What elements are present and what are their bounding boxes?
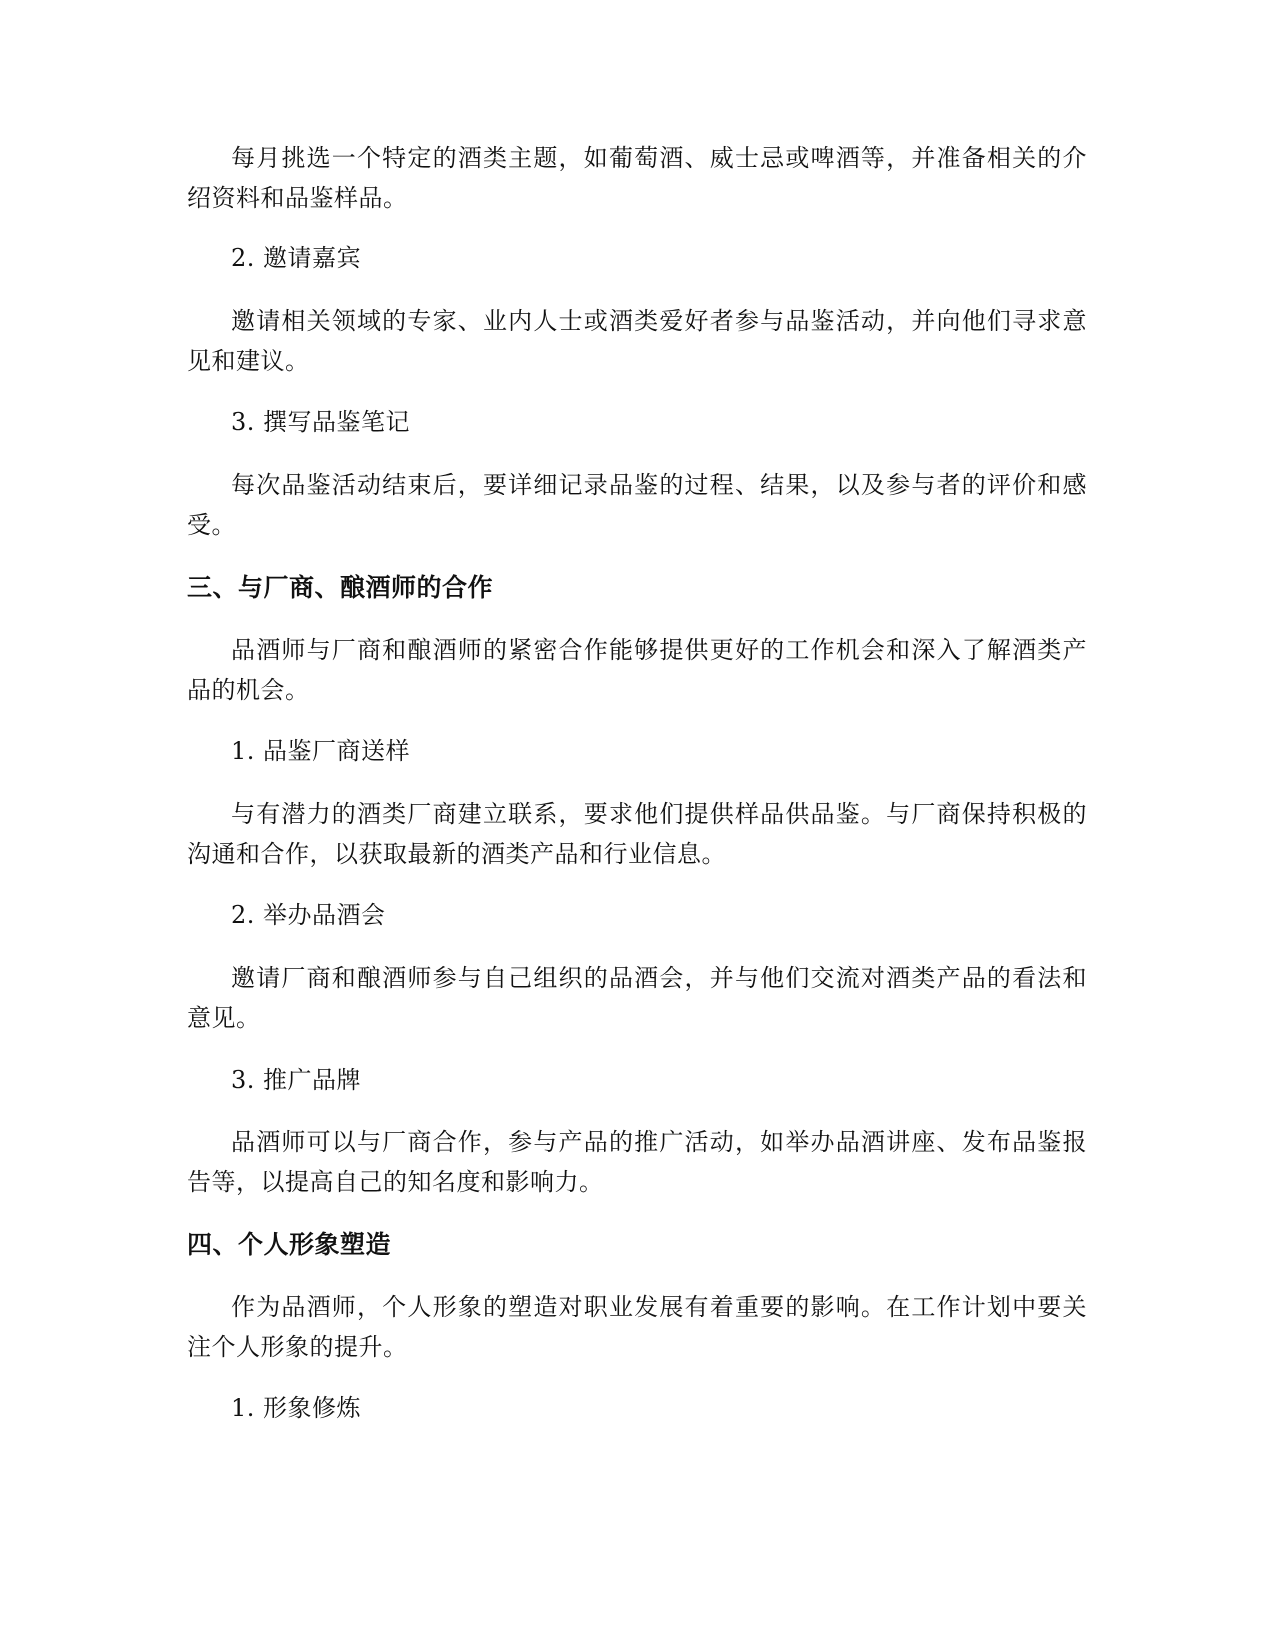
paragraph-record-tasting: 每次品鉴活动结束后，要详细记录品鉴的过程、结果，以及参与者的评价和感受。 (187, 471, 1087, 539)
subheading-tasting-notes: 3. 撰写品鉴笔记 (231, 408, 411, 436)
paragraph-vendor-contact: 与有潜力的酒类厂商建立联系，要求他们提供样品供品鉴。与厂商保持积极的沟通和合作，以获取最新的酒类产品和行业信息。 (187, 800, 1087, 868)
section-heading-cooperation: 三、与厂商、酿酒师的合作 (187, 573, 494, 602)
paragraph-cooperation-intro: 品酒师与厂商和酿酒师的紧密合作能够提供更好的工作机会和深入了解酒类产品的机会。 (187, 636, 1087, 704)
subheading-invite-guests: 2. 邀请嘉宾 (231, 244, 362, 272)
subheading-vendor-samples: 1. 品鉴厂商送样 (231, 737, 411, 765)
paragraph-monthly-theme: 每月挑选一个特定的酒类主题，如葡萄酒、威士忌或啤酒等，并准备相关的介绍资料和品鉴样品。 (187, 144, 1087, 212)
subheading-wine-event: 2. 举办品酒会 (231, 901, 386, 929)
paragraph-brand-promotion: 品酒师可以与厂商合作，参与产品的推广活动，如举办品酒讲座、发布品鉴报告等，以提高自己的知名度和影响力。 (187, 1128, 1087, 1196)
subheading-image-training: 1. 形象修炼 (231, 1394, 362, 1422)
subheading-brand-promotion: 3. 推广品牌 (231, 1066, 362, 1094)
section-heading-personal-image: 四、个人形象塑造 (187, 1230, 392, 1259)
paragraph-personal-image: 作为品酒师，个人形象的塑造对职业发展有着重要的影响。在工作计划中要关注个人形象的提升。 (187, 1293, 1087, 1361)
paragraph-invite-experts: 邀请相关领域的专家、业内人士或酒类爱好者参与品鉴活动，并向他们寻求意见和建议。 (187, 307, 1087, 375)
paragraph-wine-event: 邀请厂商和酿酒师参与自己组织的品酒会，并与他们交流对酒类产品的看法和意见。 (187, 964, 1087, 1032)
